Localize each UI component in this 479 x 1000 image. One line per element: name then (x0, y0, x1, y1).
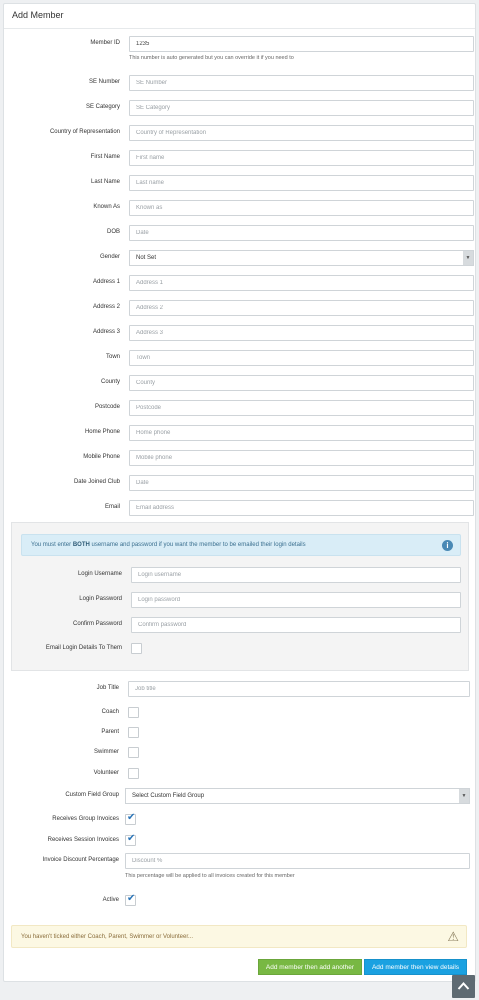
login-password-label: Login Password (79, 596, 122, 602)
email-input[interactable] (129, 500, 474, 516)
county-label: County (100, 379, 120, 385)
se-category-label: SE Category (85, 104, 120, 110)
confirm-password-row (12, 617, 468, 633)
chevron-up-icon (457, 981, 470, 991)
known-as-label: Known As (93, 204, 120, 210)
address3-row (4, 325, 475, 341)
active-label: Active (102, 897, 119, 903)
coach-checkbox[interactable] (128, 707, 139, 718)
date-joined-input[interactable] (129, 475, 474, 491)
parent-label: Parent (101, 729, 119, 735)
parent-row (0, 725, 479, 741)
info-text-bold: BOTH (72, 542, 90, 548)
mobile-phone-row (4, 450, 475, 466)
check-icon: ✔ (127, 833, 136, 844)
gender-row (4, 250, 475, 266)
address3-input[interactable] (129, 325, 474, 341)
discount-help: This percentage will be applied to all invoices created for this member (125, 873, 295, 879)
email-login-details-label: Email Login Details To Them (45, 645, 122, 651)
login-details-box (11, 522, 469, 671)
member-id-input[interactable] (129, 36, 474, 52)
country-input[interactable] (129, 125, 474, 141)
dob-label: DOB (106, 229, 120, 235)
last-name-label: Last Name (90, 179, 120, 185)
county-row (4, 375, 475, 391)
session-invoices-checkbox[interactable] (125, 835, 136, 846)
address2-label: Address 2 (92, 304, 120, 310)
login-password-input[interactable] (131, 592, 461, 608)
address1-input[interactable] (129, 275, 474, 291)
group-invoices-label: Receives Group Invoices (52, 816, 119, 822)
postcode-row (4, 400, 475, 416)
warning-text: You haven't ticked either Coach, Parent, Swimmer or Volunteer... (21, 934, 194, 940)
se-number-input[interactable] (129, 75, 474, 91)
gender-value: Not Set (136, 255, 157, 261)
address2-input[interactable] (129, 300, 474, 316)
confirm-password-input[interactable] (131, 617, 461, 633)
mobile-phone-input[interactable] (129, 450, 474, 466)
view-details-button[interactable]: Add member then view details (364, 959, 467, 975)
group-invoices-checkbox[interactable] (125, 814, 136, 825)
login-info-banner (21, 534, 461, 556)
known-as-row (4, 200, 475, 216)
first-name-row (4, 150, 475, 166)
role-warning-banner (11, 925, 467, 948)
se-category-input[interactable] (129, 100, 474, 116)
coach-label: Coach (101, 709, 119, 715)
add-another-button[interactable]: Add member then add another (258, 959, 362, 975)
session-invoices-row (0, 833, 479, 849)
panel-divider (4, 28, 475, 29)
scroll-to-top-button[interactable] (452, 975, 475, 998)
discount-label: Invoice Discount Percentage (42, 857, 119, 863)
address1-label: Address 1 (92, 279, 120, 285)
email-row (4, 500, 475, 516)
member-id-label: Member ID (90, 40, 120, 46)
volunteer-checkbox[interactable] (128, 768, 139, 779)
volunteer-label: Volunteer (93, 770, 119, 776)
address2-row (4, 300, 475, 316)
home-phone-row (4, 425, 475, 441)
country-row (4, 125, 475, 141)
info-text-prefix: You must enter (31, 542, 73, 548)
town-label: Town (105, 354, 120, 360)
address1-row (4, 275, 475, 291)
dob-row (4, 225, 475, 241)
login-username-label: Login Username (77, 571, 122, 577)
confirm-password-label: Confirm Password (72, 621, 122, 627)
check-icon: ✔ (127, 893, 136, 904)
chevron-down-icon[interactable]: ▼ (459, 789, 469, 803)
login-username-row (12, 567, 468, 583)
warning-icon: ⚠ (447, 929, 459, 944)
discount-row (0, 853, 479, 869)
postcode-input[interactable] (129, 400, 474, 416)
first-name-label: First Name (90, 154, 120, 160)
postcode-label: Postcode (94, 404, 120, 410)
swimmer-checkbox[interactable] (128, 747, 139, 758)
custom-field-group-value: Select Custom Field Group (132, 793, 205, 799)
dob-input[interactable] (129, 225, 474, 241)
last-name-row (4, 175, 475, 191)
date-joined-label: Date Joined Club (73, 479, 120, 485)
job-title-row (0, 681, 479, 697)
check-icon: ✔ (127, 812, 136, 823)
home-phone-input[interactable] (129, 425, 474, 441)
custom-field-group-label: Custom Field Group (65, 792, 119, 798)
coach-row (0, 705, 479, 721)
email-label: Email (104, 504, 120, 510)
county-input[interactable] (129, 375, 474, 391)
login-password-row (12, 592, 468, 608)
custom-field-group-row (0, 788, 479, 804)
country-label: Country of Representation (49, 129, 120, 135)
member-id-row (4, 36, 475, 52)
town-input[interactable] (129, 350, 474, 366)
discount-input[interactable] (125, 853, 470, 869)
chevron-down-icon[interactable]: ▼ (463, 251, 473, 265)
session-invoices-label: Receives Session Invoices (47, 837, 119, 843)
gender-select[interactable] (129, 250, 474, 266)
town-row (4, 350, 475, 366)
known-as-input[interactable] (129, 200, 474, 216)
email-login-details-row (12, 641, 468, 657)
se-number-label: SE Number (88, 79, 120, 85)
address3-label: Address 3 (92, 329, 120, 335)
email-login-details-checkbox[interactable] (131, 643, 142, 654)
login-username-input[interactable] (131, 567, 461, 583)
group-invoices-row (0, 812, 479, 828)
first-name-input[interactable] (129, 150, 474, 166)
volunteer-row (0, 766, 479, 782)
last-name-input[interactable] (129, 175, 474, 191)
job-title-label: Job Title (96, 685, 119, 691)
job-title-input[interactable] (128, 681, 470, 697)
active-row (0, 893, 479, 909)
mobile-phone-label: Mobile Phone (83, 454, 120, 460)
home-phone-label: Home Phone (84, 429, 120, 435)
custom-field-group-select[interactable] (125, 788, 470, 804)
member-id-help: This number is auto generated but you can override it if you need to (129, 55, 294, 61)
active-checkbox[interactable] (125, 895, 136, 906)
info-text-suffix: username and password if you want the member to be emailed their login details (89, 542, 306, 548)
info-icon: i (442, 540, 453, 551)
swimmer-label: Swimmer (94, 749, 119, 755)
gender-label: Gender (99, 254, 120, 260)
swimmer-row (0, 745, 479, 761)
date-joined-row (4, 475, 475, 491)
se-number-row (4, 75, 475, 91)
se-category-row (4, 100, 475, 116)
panel-title: Add Member (12, 10, 64, 20)
parent-checkbox[interactable] (128, 727, 139, 738)
